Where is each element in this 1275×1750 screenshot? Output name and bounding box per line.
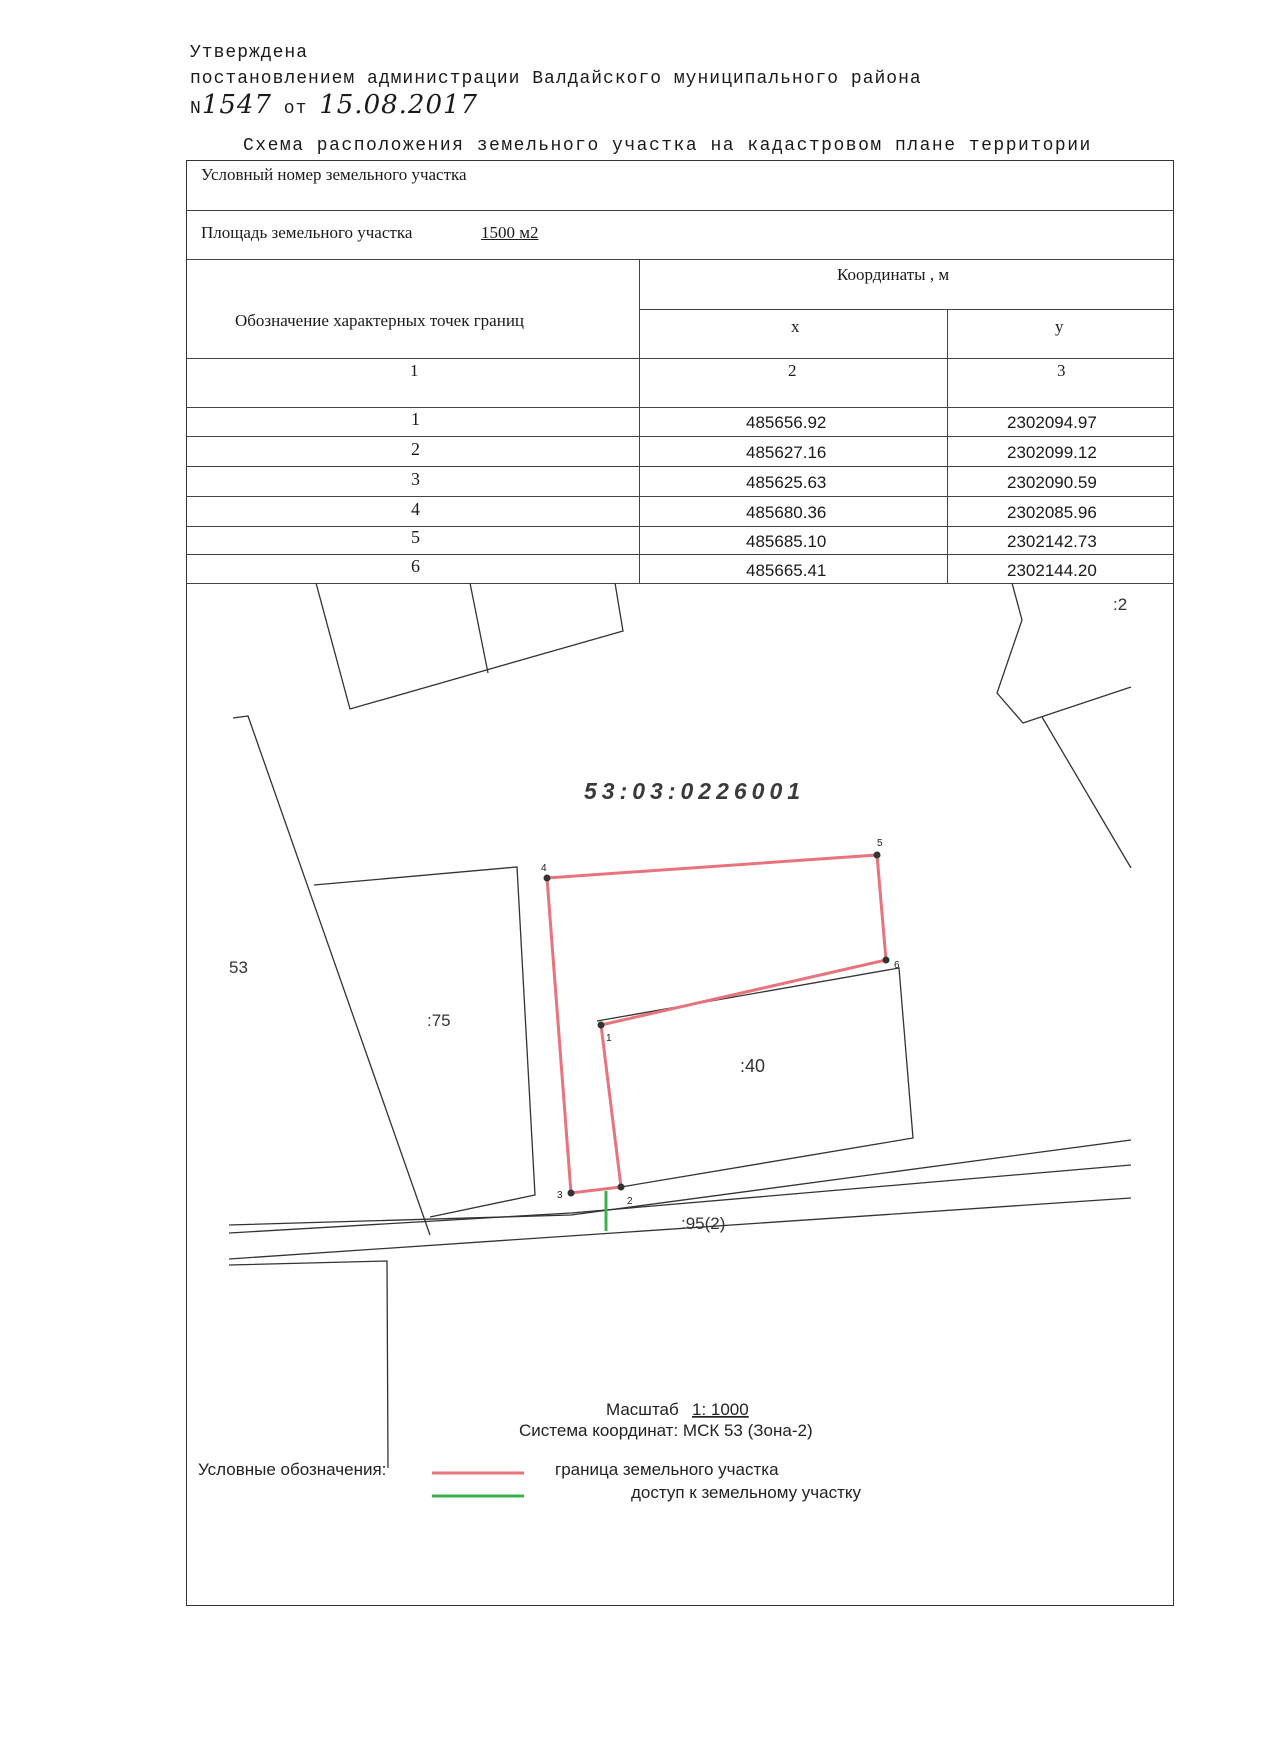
approved-label: Утверждена [190,43,309,63]
y-value: 2302090.59 [1007,473,1097,492]
scale-block [519,1400,813,1440]
legend [198,1460,862,1502]
approval-header [190,40,922,122]
vertex-point [618,1184,625,1191]
road-line [229,1198,1131,1259]
map-labels [229,595,1127,1233]
conditional-number-label: Условный номер земельного участка [201,165,467,184]
vertex-point [568,1190,575,1197]
data-row-divider [187,496,1173,497]
legend-boundary-label: граница земельного участка [555,1460,779,1479]
coords-header: Координаты , м [837,265,950,284]
parcel-label: :40 [740,1056,766,1076]
parcel-outline [316,583,623,709]
vertex-point [874,852,881,859]
x-value: 485680.36 [746,503,827,522]
vertex-point [598,1022,605,1029]
parcel-outline [597,968,913,1187]
y-value: 2302094.97 [1007,413,1097,432]
legend-access-label: доступ к земельному участку [631,1483,862,1502]
vertex-labels [541,838,900,1207]
vertex-point [883,957,890,964]
point-number: 6 [411,556,420,576]
parcel-outline [470,583,488,673]
scale-label: Масштаб [606,1400,679,1419]
col-number-2: 2 [788,361,797,380]
x-value: 485665.41 [746,561,827,580]
y-value: 2302142.73 [1007,532,1097,551]
col-numbers-divider [187,407,1173,408]
vertex-label: 2 [627,1196,633,1207]
parcel-label: 53 [229,958,248,977]
conditional-number-row [187,161,1173,211]
cadastral-quarter-number: 53:03:0226001 [584,778,806,804]
road-line [229,1261,388,1468]
vertex-label: 1 [606,1033,612,1044]
coords-header-divider [639,309,1173,310]
resolution-number-line [190,92,922,122]
point-number: 1 [411,409,420,429]
scheme-frame [186,160,1174,1606]
x-value: 485685.10 [746,532,827,551]
vertex-point [544,875,551,882]
header-bottom-divider [187,358,1173,359]
point-number: 4 [411,499,420,519]
number-prefix: N [190,99,202,119]
area-label: Площадь земельного участка [201,223,413,242]
legend-title: Условные обозначения: [198,1460,387,1479]
document-title: Схема расположения земельного участка на кадастровом плане территории [243,136,1092,156]
vertex-label: 5 [877,838,883,849]
scale-value: 1: 1000 [692,1400,749,1419]
date-prefix: от [283,99,308,119]
vertex-label: 4 [541,863,547,874]
col-divider-2 [947,310,948,583]
parcel-label: :75 [427,1011,451,1030]
y-value: 2302144.20 [1007,561,1097,580]
parcel-label: :95(2) [681,1214,726,1233]
col-number-1: 1 [410,361,419,380]
area-value: 1500 м2 [481,223,539,242]
data-row-divider [187,554,1173,555]
cadastral-map [187,583,1173,1603]
data-row-divider [187,466,1173,467]
coordinate-system: Система координат: МСК 53 (Зона-2) [519,1421,813,1440]
vertex-label: 6 [894,960,900,971]
parcel-outline [314,867,535,1217]
parcel-outline [1042,717,1131,868]
resolution-date: 15.08.2017 [319,90,479,120]
point-number: 2 [411,439,420,459]
point-number: 3 [411,469,420,489]
boundary-vertices [544,852,890,1197]
x-value: 485627.16 [746,443,827,462]
x-header: x [791,317,800,336]
area-row [187,211,1173,260]
col-number-3: 3 [1057,361,1066,380]
x-value: 485625.63 [746,473,827,492]
x-value: 485656.92 [746,413,827,432]
vertex-label: 3 [557,1190,563,1201]
parcel-label: :2 [1113,595,1128,614]
point-number: 5 [411,527,420,547]
data-row-divider [187,436,1173,437]
data-row-divider [187,526,1173,527]
points-header: Обозначение характерных точек границ [235,311,525,330]
road-line [229,1165,1131,1233]
neighbour-lines [229,583,1131,1468]
y-value: 2302085.96 [1007,503,1097,522]
resolution-text: постановлением администрации Валдайского муниципального района [190,69,922,89]
parcel-outline [233,716,430,1235]
road-line [229,1140,1131,1225]
y-header: y [1055,317,1064,336]
parcel-outline [997,583,1131,723]
y-value: 2302099.12 [1007,443,1097,462]
resolution-number: 1547 [201,90,272,120]
